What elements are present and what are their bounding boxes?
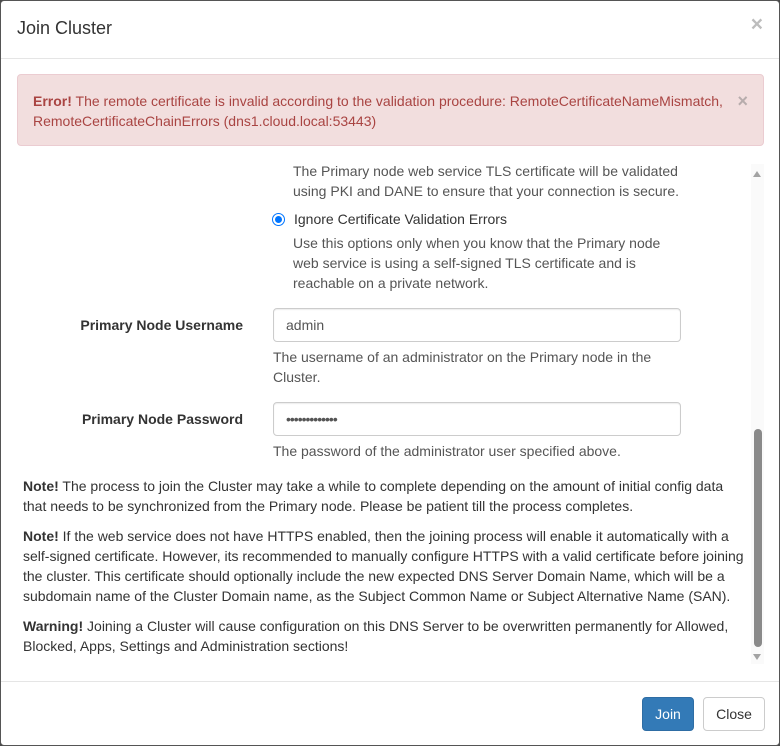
username-label: Primary Node Username	[80, 317, 243, 333]
ignore-cert-errors-radio[interactable]	[272, 213, 285, 226]
note-text: If the web service does not have HTTPS enabled, then the joining process will enable it automatically with a self-signed certificate. However, its recommended to manually configure HTTPS with a valid certificate before joining the cluster. This certificate should optionally include the new expected DNS Server Domain Name, which will be a subdomain name of the Cluster Domain name, as the Subject Common Name or Subject Alternative Name (SAN).	[23, 528, 744, 604]
scroll-down-arrow-icon[interactable]	[753, 654, 761, 660]
warning-overwrite	[23, 616, 748, 656]
username-help: The username of an administrator on the Primary node in the Cluster.	[273, 349, 652, 385]
alert-close-icon[interactable]: ×	[737, 91, 748, 111]
dialog-title: Join Cluster	[17, 18, 113, 38]
dialog-header	[1, 1, 779, 59]
warning-text: Joining a Cluster will cause configuration on this DNS Server to be overwritten permanently for Allowed, Blocked, Apps, Settings and Administration sections!	[23, 618, 729, 654]
password-input[interactable]	[273, 402, 681, 436]
password-label: Primary Node Password	[81, 411, 243, 427]
note-strong: Note!	[23, 478, 59, 494]
dialog-body-scroll	[1, 161, 751, 666]
vertical-scrollbar[interactable]	[751, 164, 764, 664]
ignore-cert-errors-help: Use this options only when you know that the Primary node web service is using a self-signed TLS certificate and is reachable on a private network.	[293, 235, 661, 291]
password-help: The password of the administrator user specified above.	[273, 443, 621, 459]
close-button[interactable]: Close	[703, 697, 765, 731]
radio-checked-dot	[275, 216, 282, 223]
ignore-cert-errors-label: Ignore Certificate Validation Errors	[294, 211, 507, 227]
note-https	[23, 526, 748, 606]
dialog-footer	[1, 681, 780, 746]
note-text: The process to join the Cluster may take a while to complete depending on the amount of initial config data that needs to be synchronized from the Primary node. Please be patient till the process completes.	[23, 478, 724, 514]
note-strong: Note!	[23, 528, 59, 544]
alert-strong: Error!	[33, 93, 72, 109]
scroll-up-arrow-icon[interactable]	[753, 171, 761, 177]
close-icon[interactable]: ×	[750, 13, 763, 36]
join-button[interactable]: Join	[642, 697, 694, 731]
note-join-duration	[23, 476, 748, 516]
error-alert	[17, 74, 764, 146]
alert-message: The remote certificate is invalid according to the validation procedure: RemoteCertificateNameMismatch, RemoteCertificateChainErrors (dns1.cloud.local:53443)	[33, 93, 723, 129]
validate-certificate-help: The Primary node web service TLS certificate will be validated using PKI and DANE to ensure that your connection is secure.	[293, 163, 679, 199]
ignore-cert-errors-option[interactable]	[272, 209, 507, 229]
username-input[interactable]	[273, 308, 681, 342]
warning-strong: Warning!	[23, 618, 84, 634]
scrollbar-thumb[interactable]	[754, 429, 762, 647]
